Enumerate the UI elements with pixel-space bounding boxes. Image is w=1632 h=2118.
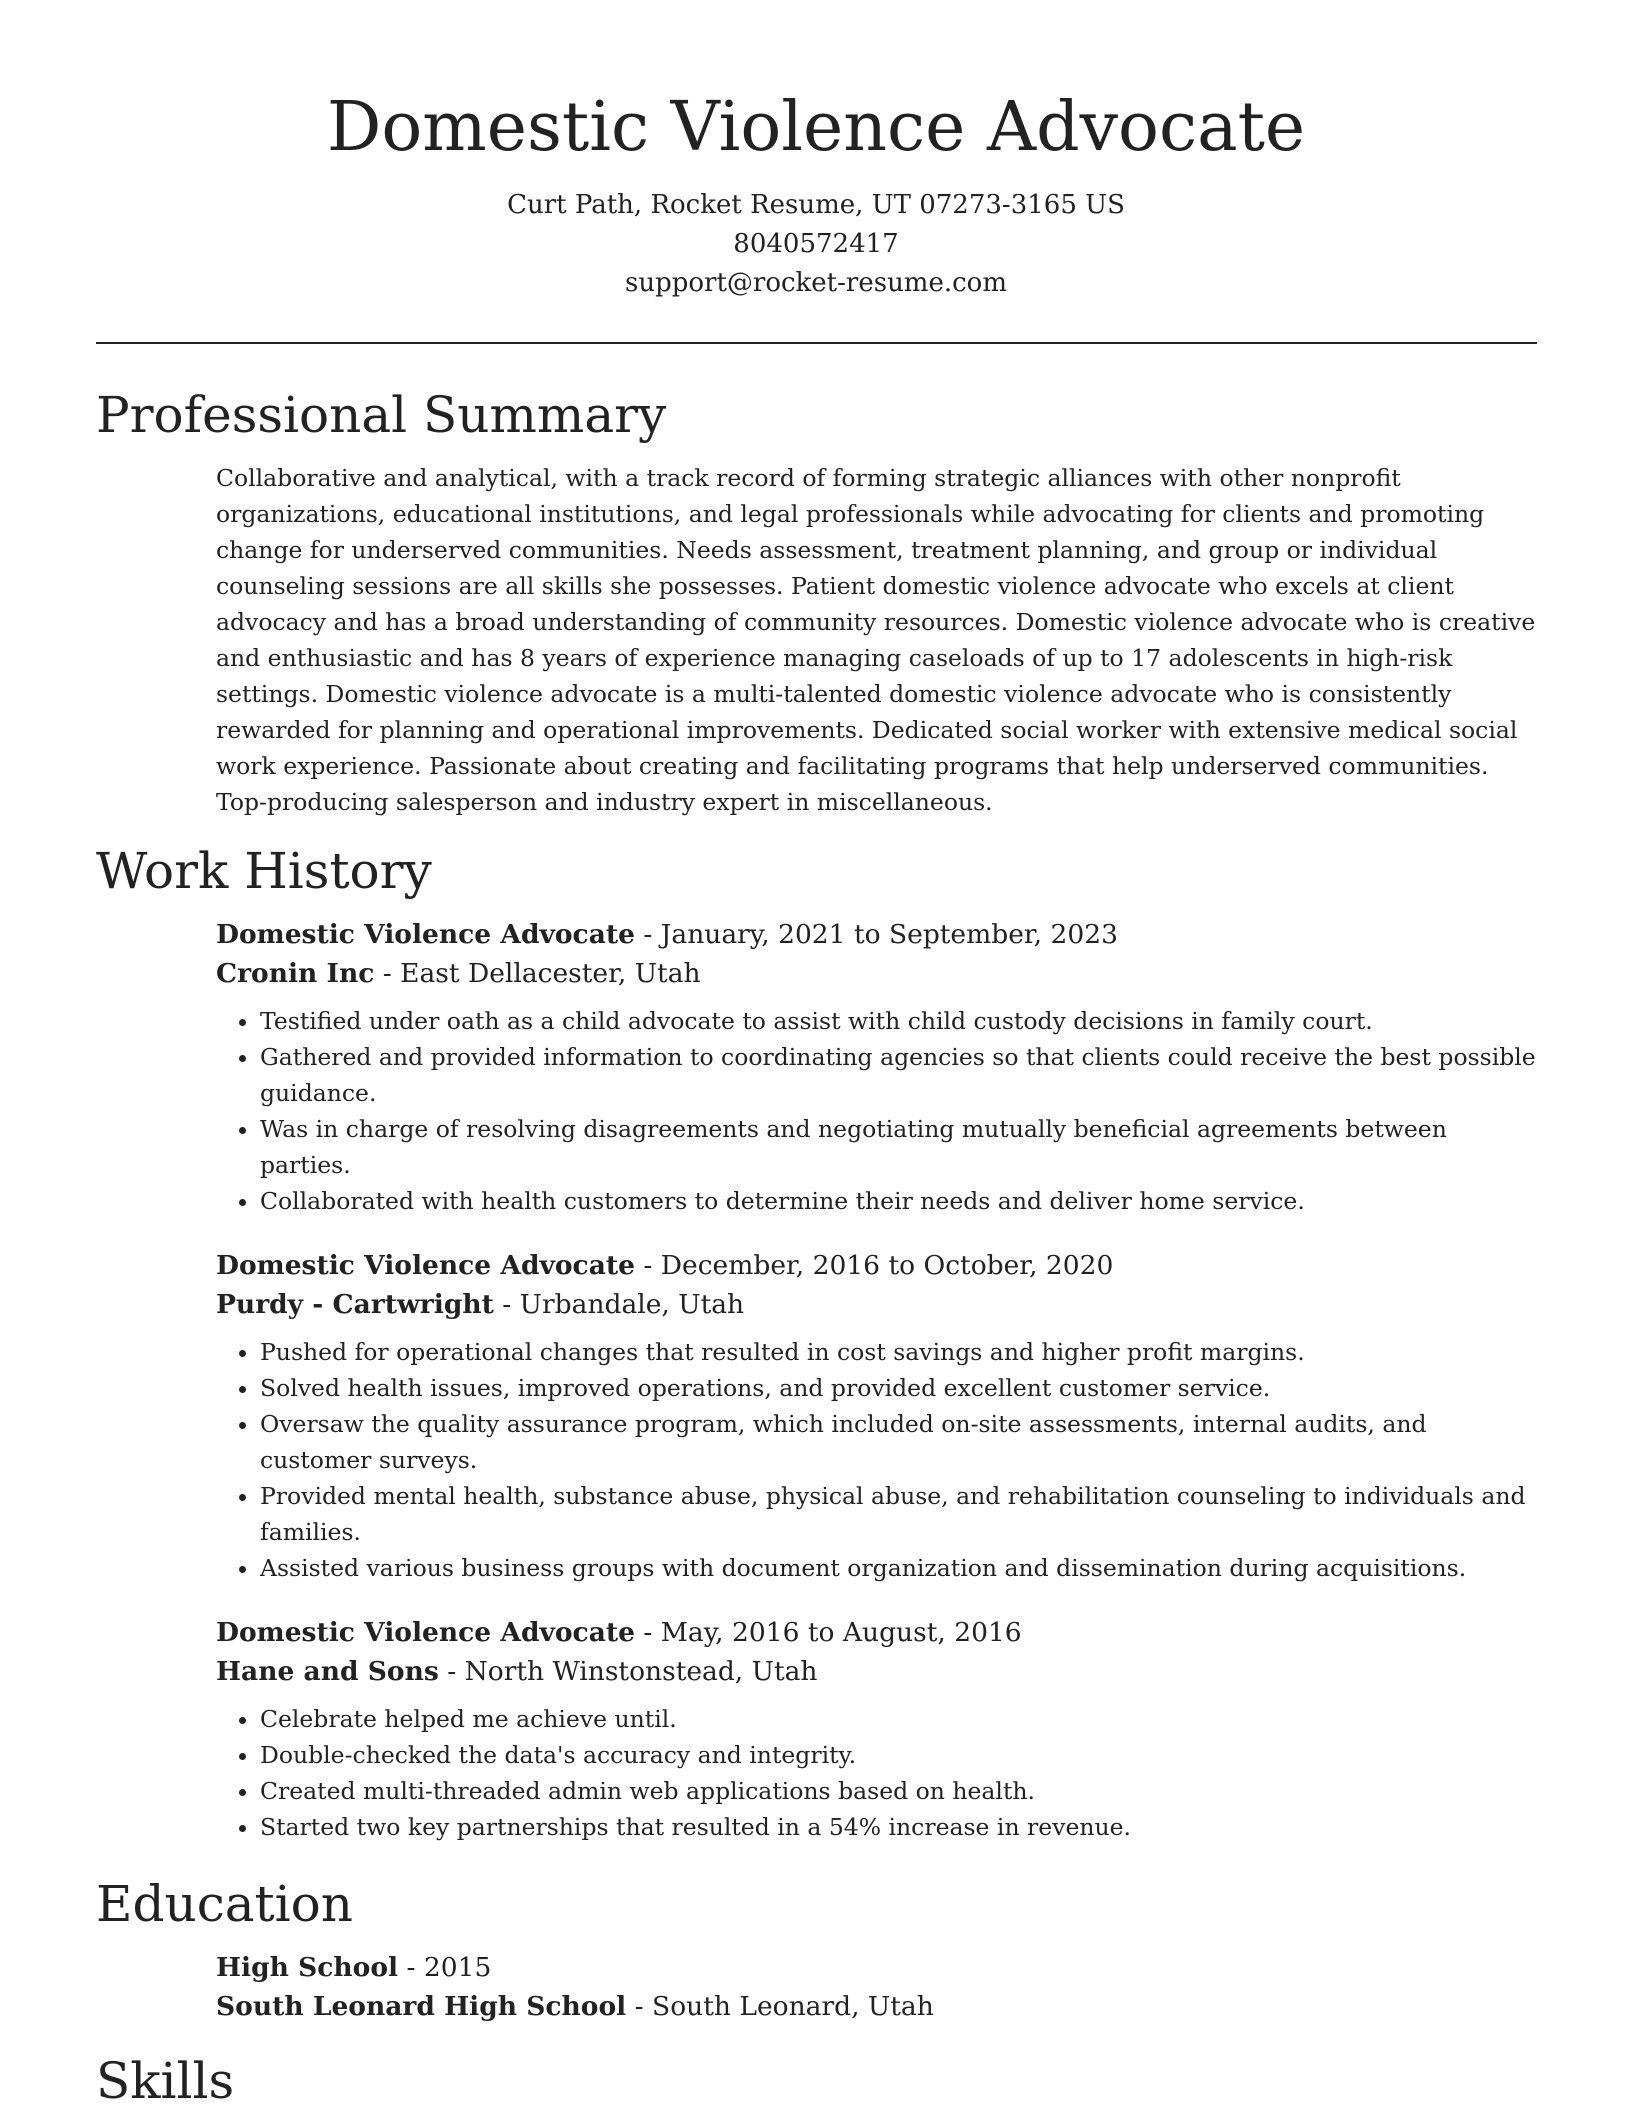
contact-email: support@rocket-resume.com bbox=[624, 268, 1007, 298]
job-bullet: • Provided mental health, substance abuse, physical abuse, and rehabilitation counseling to individuals and families. bbox=[260, 1478, 1537, 1550]
job-entry bbox=[216, 1614, 1537, 1845]
job-dates: - May, 2016 to August, 2016 bbox=[634, 1617, 1022, 1648]
job-bullets bbox=[216, 1701, 1537, 1845]
education-year: - 2015 bbox=[398, 1952, 492, 1983]
job-entry bbox=[216, 1247, 1537, 1586]
summary-heading: Professional Summary bbox=[96, 386, 667, 444]
education-heading: Education bbox=[96, 1875, 353, 1933]
candidate-name: Domestic Violence Advocate bbox=[326, 88, 1306, 167]
job-bullet: • Gathered and provided information to coordinating agencies so that clients could receive the best possible guidance. bbox=[260, 1039, 1537, 1111]
skills-heading: Skills bbox=[96, 2052, 235, 2110]
job-location: - Urbandale, Utah bbox=[493, 1288, 745, 1320]
job-bullet: • Collaborated with health customers to determine their needs and deliver home service. bbox=[260, 1183, 1537, 1219]
education-entry bbox=[216, 1949, 1537, 2026]
job-bullet: • Pushed for operational changes that resulted in cost savings and higher profit margins. bbox=[260, 1334, 1537, 1370]
job-bullets bbox=[216, 1334, 1537, 1586]
header-divider bbox=[96, 342, 1537, 344]
job-bullet: • Assisted various business groups with document organization and dissemination during acquisitions. bbox=[260, 1550, 1537, 1586]
job-title-line bbox=[216, 1247, 1537, 1286]
job-title-line bbox=[216, 916, 1537, 955]
job-bullet: • Oversaw the quality assurance program, which included on-site assessments, internal audits, and customer surveys. bbox=[260, 1406, 1537, 1478]
job-title: Domestic Violence Advocate bbox=[216, 1617, 635, 1648]
job-bullets bbox=[216, 1003, 1537, 1219]
job-bullet: • Testified under oath as a child advocate to assist with child custody decisions in family court. bbox=[260, 1003, 1537, 1039]
summary-text: Collaborative and analytical, with a track record of forming strategic alliances with other nonprofit organizations, educational institutions, and legal professionals while advocating for clients and promoting change for underserved communities. Needs assessment, treatment planning, and group or individual counseling sessions are all skills she possesses. Patient domestic violence advocate who excels at client advocacy and has a broad understanding of community resources. Domestic violence advocate who is creative and enthusiastic and has 8 years of experience managing caseloads of up to 17 adolescents in high-risk settings. Domestic violence advocate is a multi-talented domestic violence advocate who is consistently rewarded for planning and operational improvements. Dedicated social worker with extensive medical social work experience. Passionate about creating and facilitating programs that help underserved communities. Top-producing salesperson and industry expert in miscellaneous. bbox=[216, 464, 1536, 816]
job-company: Cronin Inc bbox=[216, 957, 375, 989]
education-degree-line bbox=[216, 1949, 1537, 1988]
job-location: - North Winstonstead, Utah bbox=[438, 1655, 818, 1687]
education-degree: High School bbox=[216, 1952, 399, 1983]
job-title-line bbox=[216, 1614, 1537, 1653]
job-location: - East Dellacester, Utah bbox=[374, 957, 701, 989]
job-bullet: • Created multi-threaded admin web applications based on health. bbox=[260, 1773, 1537, 1809]
education-school: South Leonard High School bbox=[216, 1990, 627, 2022]
job-title: Domestic Violence Advocate bbox=[216, 919, 635, 950]
job-company-line bbox=[216, 1286, 1537, 1325]
job-bullet: • Double-checked the data's accuracy and integrity. bbox=[260, 1737, 1537, 1773]
job-dates: - January, 2021 to September, 2023 bbox=[634, 919, 1118, 950]
education-school-line bbox=[216, 1988, 1537, 2027]
job-bullet: • Started two key partnerships that resulted in a 54% increase in revenue. bbox=[260, 1809, 1537, 1845]
resume-header bbox=[0, 0, 1632, 303]
contact-block bbox=[0, 186, 1632, 303]
resume-body bbox=[96, 378, 1537, 2118]
job-entry bbox=[216, 916, 1537, 1219]
job-bullet: • Solved health issues, improved operations, and provided excellent customer service. bbox=[260, 1370, 1537, 1406]
contact-address: Curt Path, Rocket Resume, UT 07273-3165 US bbox=[507, 190, 1125, 220]
job-company: Hane and Sons bbox=[216, 1655, 439, 1687]
education-location: - South Leonard, Utah bbox=[626, 1990, 934, 2022]
work-history-heading: Work History bbox=[96, 842, 432, 900]
job-company-line bbox=[216, 955, 1537, 994]
job-company-line bbox=[216, 1653, 1537, 1692]
job-bullet: • Celebrate helped me achieve until. bbox=[260, 1701, 1537, 1737]
job-bullet: • Was in charge of resolving disagreements and negotiating mutually beneficial agreements between parties. bbox=[260, 1111, 1537, 1183]
job-title: Domestic Violence Advocate bbox=[216, 1250, 635, 1281]
job-dates: - December, 2016 to October, 2020 bbox=[634, 1250, 1114, 1281]
job-company: Purdy - Cartwright bbox=[216, 1288, 494, 1320]
contact-phone: 8040572417 bbox=[733, 229, 899, 259]
